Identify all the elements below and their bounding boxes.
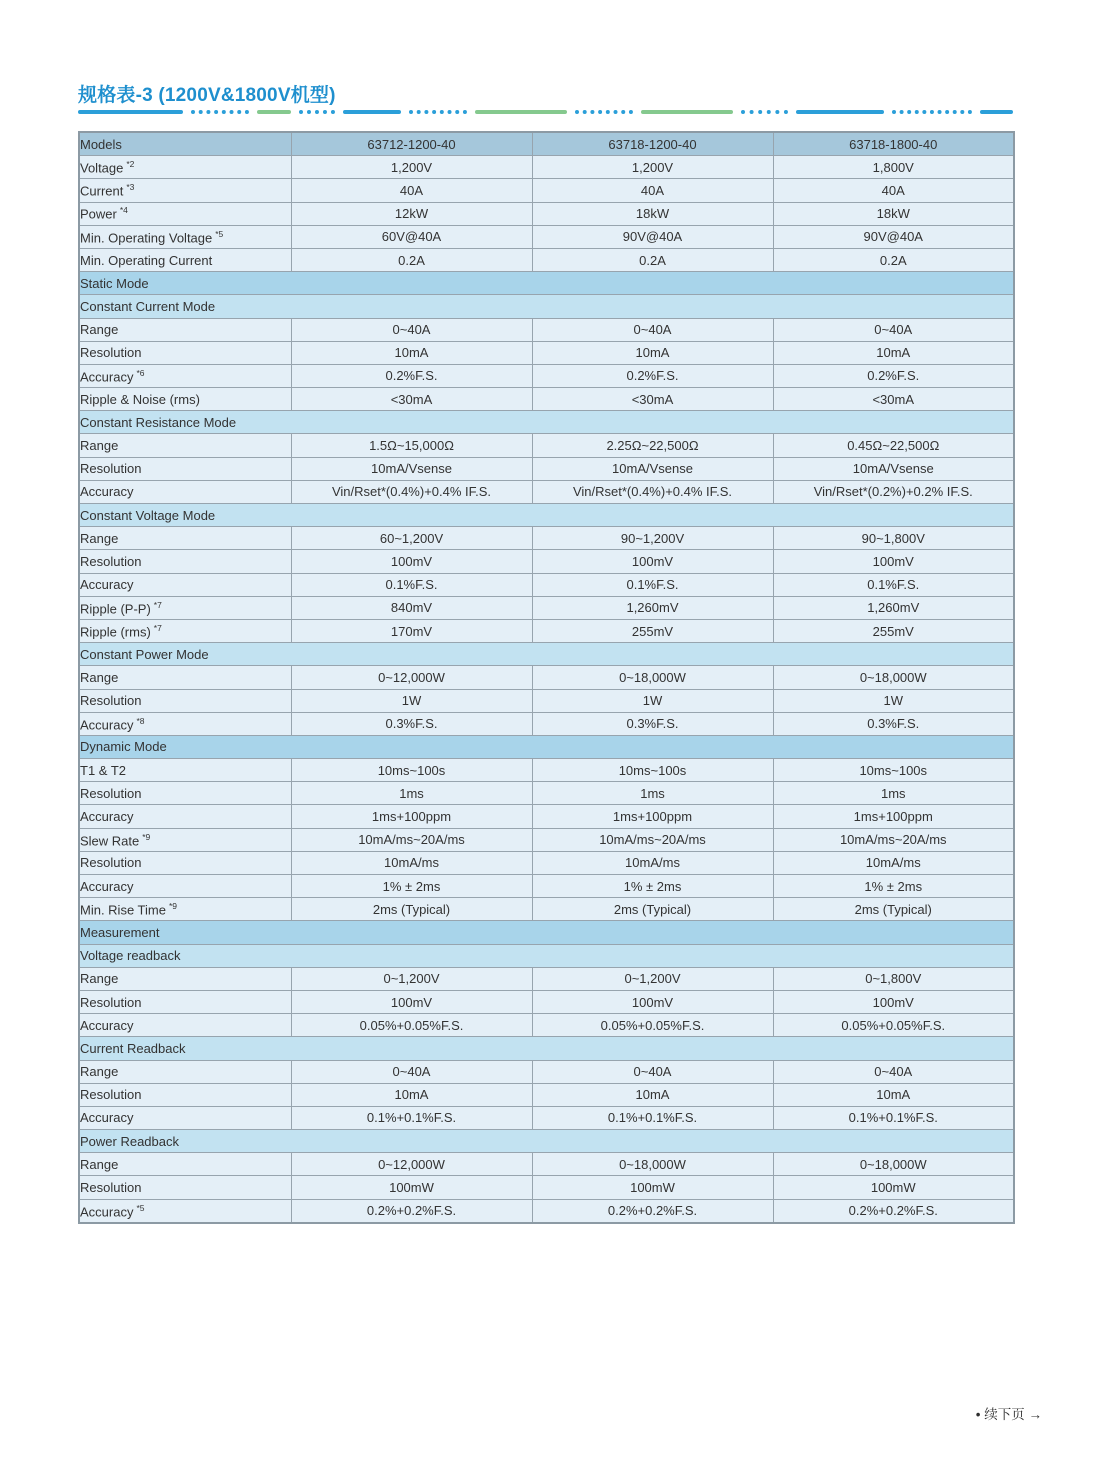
spec-value-cell: 100mW [532,1176,773,1199]
spec-value-cell: 0.1%F.S. [291,573,532,596]
spec-value-cell: 0.2%F.S. [773,364,1014,387]
spec-value-cell: 100mV [532,550,773,573]
spec-value-cell: 40A [532,179,773,202]
spec-value-cell: 90V@40A [773,225,1014,248]
spec-value-cell: 1ms [773,782,1014,805]
table-row [79,596,1014,619]
subsection-header-row [79,1037,1014,1060]
continued-next-page-note: • 续下页 → [975,1407,1042,1422]
spec-value-cell: 255mV [773,619,1014,642]
spec-value-cell: 10mA [532,341,773,364]
spec-value-cell: 10mA/ms~20A/ms [291,828,532,851]
spec-label-cell: Min. Operating Voltage $^{*5}$ [79,225,291,248]
spec-label-cell: Range [79,434,291,457]
table-row [79,712,1014,735]
spec-label-cell: Resolution [79,689,291,712]
spec-value-cell: 100mV [291,550,532,573]
footnote-ref: *7 [153,622,162,633]
table-row [79,1153,1014,1176]
spec-value-cell: 1,260mV [532,596,773,619]
spec-label-cell: Resolution [79,341,291,364]
divider-segment [191,110,249,114]
spec-value-cell: 0~40A [532,1060,773,1083]
spec-label-cell: Min. Rise Time $^{*9}$ [79,898,291,921]
spec-value-cell: 0.2%+0.2%F.S. [773,1199,1014,1223]
spec-label-cell: Range [79,527,291,550]
spec-value-cell: 0.1%+0.1%F.S. [773,1106,1014,1129]
table-row [79,1060,1014,1083]
spec-value-cell: 18kW [773,202,1014,225]
spec-value-cell: 1% ± 2ms [532,875,773,898]
spec-value-cell: 40A [773,179,1014,202]
spec-label-cell: Accuracy [79,805,291,828]
footnote-ref: *8 [136,715,145,726]
spec-label-cell: Resolution [79,851,291,874]
table-row [79,828,1014,851]
spec-value-cell: 0.05%+0.05%F.S. [532,1014,773,1037]
spec-value-cell: 10mA/ms [291,851,532,874]
table-row [79,1176,1014,1199]
divider-segment [741,110,788,114]
footnote-ref: *9 [142,831,151,842]
subsection-header-row [79,295,1014,318]
section-header-cell: Measurement [79,921,1014,944]
spec-value-cell: 0~40A [773,1060,1014,1083]
spec-value-cell: 0.2%F.S. [291,364,532,387]
spec-label-cell: Ripple (P-P) $^{*7}$ [79,596,291,619]
spec-value-cell: 0.2A [291,248,532,271]
spec-value-cell: 60~1,200V [291,527,532,550]
subsection-header-row [79,643,1014,666]
spec-label-cell: Accuracy [79,875,291,898]
spec-value-cell: 10mA [291,1083,532,1106]
spec-value-cell: 10mA/Vsense [291,457,532,480]
spec-value-cell: 0.3%F.S. [773,712,1014,735]
spec-label-cell: Power $^{*4}$ [79,202,291,225]
table-row [79,666,1014,689]
divider-segment [299,110,335,114]
page-title: 规格表-3 (1200V&1800V机型) [78,85,336,106]
spec-value-cell: 1ms+100ppm [532,805,773,828]
table-row [79,875,1014,898]
divider-segment [641,110,733,114]
spec-value-cell: 10mA/ms~20A/ms [532,828,773,851]
section-header-row [79,272,1014,295]
subsection-header-cell: Constant Current Mode [79,295,1014,318]
spec-value-cell: 1ms [532,782,773,805]
spec-value-cell: 2.25Ω~22,500Ω [532,434,773,457]
spec-value-cell: 10mA/ms [773,851,1014,874]
spec-value-cell: 1W [291,689,532,712]
spec-value-cell: 0~18,000W [532,666,773,689]
divider-segment [343,110,401,114]
spec-label-cell: Accuracy $^{*6}$ [79,364,291,387]
table-row [79,248,1014,271]
spec-label-cell: Range [79,1153,291,1176]
table-row [79,457,1014,480]
footnote-ref: *4 [119,205,128,216]
subsection-header-row [79,504,1014,527]
spec-value-cell: Vin/Rset*(0.2%)+0.2% IF.S. [773,480,1014,503]
table-row [79,156,1014,179]
model-column-2: 63718-1200-40 [532,132,773,156]
spec-label-cell: T1 & T2 [79,759,291,782]
footnote-ref: *2 [126,159,135,170]
spec-label-cell: Ripple & Noise (rms) [79,388,291,411]
spec-label-cell: Accuracy [79,1014,291,1037]
section-header-cell: Dynamic Mode [79,735,1014,758]
spec-value-cell: 1% ± 2ms [773,875,1014,898]
spec-value-cell: 1,260mV [773,596,1014,619]
divider-segment [409,110,467,114]
spec-value-cell: <30mA [773,388,1014,411]
spec-value-cell: 10mA/Vsense [532,457,773,480]
table-row [79,341,1014,364]
models-header-label: Models [79,132,291,156]
spec-value-cell: <30mA [291,388,532,411]
footnote-ref: *5 [136,1202,145,1213]
spec-value-cell: 0~18,000W [773,1153,1014,1176]
subsection-header-row [79,944,1014,967]
subsection-header-cell: Constant Power Mode [79,643,1014,666]
table-row [79,480,1014,503]
spec-value-cell: 0.1%F.S. [532,573,773,596]
spec-value-cell: 1W [532,689,773,712]
spec-value-cell: 1,200V [291,156,532,179]
spec-value-cell: 0.3%F.S. [291,712,532,735]
spec-label-cell: Resolution [79,782,291,805]
spec-value-cell: 10mA [291,341,532,364]
spec-value-cell: 1.5Ω~15,000Ω [291,434,532,457]
spec-value-cell: 1,800V [773,156,1014,179]
spec-value-cell: 1ms+100ppm [773,805,1014,828]
spec-label-cell: Resolution [79,550,291,573]
spec-value-cell: 90V@40A [532,225,773,248]
spec-value-cell: 10mA [773,1083,1014,1106]
divider-segment [78,110,183,114]
spec-value-cell: 0~1,200V [291,967,532,990]
divider-segment [257,110,291,114]
footnote-ref: *3 [126,182,135,193]
spec-value-cell: 0.05%+0.05%F.S. [773,1014,1014,1037]
spec-value-cell: 1ms [291,782,532,805]
spec-label-cell: Ripple (rms) $^{*7}$ [79,619,291,642]
spec-value-cell: <30mA [532,388,773,411]
spec-value-cell: 1% ± 2ms [291,875,532,898]
table-row [79,851,1014,874]
section-header-cell: Static Mode [79,272,1014,295]
spec-value-cell: 170mV [291,619,532,642]
spec-label-cell: Resolution [79,457,291,480]
spec-value-cell: 0~12,000W [291,1153,532,1176]
subsection-header-cell: Constant Resistance Mode [79,411,1014,434]
spec-value-cell: 0.3%F.S. [532,712,773,735]
section-header-row [79,921,1014,944]
spec-label-cell: Range [79,318,291,341]
spec-value-cell: 0.2A [532,248,773,271]
table-row [79,805,1014,828]
spec-label-cell: Min. Operating Current [79,248,291,271]
table-row [79,388,1014,411]
table-row [79,898,1014,921]
table-row [79,550,1014,573]
spec-table [78,131,1015,1224]
spec-value-cell: 60V@40A [291,225,532,248]
spec-value-cell: 100mV [291,990,532,1013]
spec-label-cell: Resolution [79,990,291,1013]
spec-value-cell: 0.1%F.S. [773,573,1014,596]
spec-value-cell: 1W [773,689,1014,712]
table-row [79,225,1014,248]
subsection-header-row [79,1130,1014,1153]
table-row [79,689,1014,712]
spec-value-cell: 10mA [773,341,1014,364]
spec-value-cell: 100mV [773,550,1014,573]
table-row [79,967,1014,990]
spec-value-cell: 0~18,000W [773,666,1014,689]
table-row [79,782,1014,805]
spec-value-cell: 10ms~100s [773,759,1014,782]
spec-value-cell: 10mA/ms~20A/ms [773,828,1014,851]
spec-value-cell: 255mV [532,619,773,642]
spec-value-cell: 0.2%+0.2%F.S. [532,1199,773,1223]
spec-label-cell: Slew Rate $^{*9}$ [79,828,291,851]
spec-label-cell: Accuracy [79,1106,291,1129]
spec-value-cell: 0.45Ω~22,500Ω [773,434,1014,457]
table-row [79,990,1014,1013]
spec-value-cell: 12kW [291,202,532,225]
spec-label-cell: Accuracy [79,573,291,596]
spec-value-cell: 90~1,200V [532,527,773,550]
spec-value-cell: 100mW [291,1176,532,1199]
spec-label-cell: Resolution [79,1083,291,1106]
subsection-header-cell: Constant Voltage Mode [79,504,1014,527]
spec-value-cell: 2ms (Typical) [773,898,1014,921]
spec-label-cell: Range [79,967,291,990]
table-row [79,1083,1014,1106]
spec-value-cell: 10mA/ms [532,851,773,874]
spec-value-cell: 1ms+100ppm [291,805,532,828]
table-row [79,527,1014,550]
spec-value-cell: 100mW [773,1176,1014,1199]
spec-value-cell: 0.2A [773,248,1014,271]
spec-value-cell: 0~40A [532,318,773,341]
spec-value-cell: 90~1,800V [773,527,1014,550]
spec-label-cell: Range [79,666,291,689]
title-divider [78,109,1013,114]
spec-value-cell: 10ms~100s [532,759,773,782]
spec-value-cell: 0.2%F.S. [532,364,773,387]
divider-segment [980,110,1013,114]
spec-value-cell: 0~40A [773,318,1014,341]
spec-value-cell: 0~40A [291,318,532,341]
model-column-3: 63718-1800-40 [773,132,1014,156]
spec-label-cell: Current $^{*3}$ [79,179,291,202]
spec-value-cell: 0~1,800V [773,967,1014,990]
table-row [79,1106,1014,1129]
spec-value-cell: 2ms (Typical) [532,898,773,921]
spec-value-cell: 0.05%+0.05%F.S. [291,1014,532,1037]
spec-value-cell: 0~1,200V [532,967,773,990]
table-row [79,318,1014,341]
table-row [79,1014,1014,1037]
table-row [79,364,1014,387]
spec-value-cell: 1,200V [532,156,773,179]
table-row [79,434,1014,457]
footnote-ref: *9 [168,901,178,912]
model-column-1: 63712-1200-40 [291,132,532,156]
table-row [79,202,1014,225]
table-row [79,619,1014,642]
spec-value-cell: 0.1%+0.1%F.S. [291,1106,532,1129]
subsection-header-cell: Voltage readback [79,944,1014,967]
spec-value-cell: Vin/Rset*(0.4%)+0.4% IF.S. [291,480,532,503]
models-header-row [79,132,1014,156]
spec-value-cell: 0~12,000W [291,666,532,689]
spec-value-cell: 0.1%+0.1%F.S. [532,1106,773,1129]
spec-label-cell: Accuracy $^{*5}$ [79,1199,291,1223]
table-row [79,759,1014,782]
subsection-header-cell: Power Readback [79,1130,1014,1153]
spec-table-body [79,156,1014,1223]
subsection-header-cell: Current Readback [79,1037,1014,1060]
table-row [79,573,1014,596]
divider-segment [892,110,972,114]
spec-value-cell: 10ms~100s [291,759,532,782]
spec-value-cell: 0~40A [291,1060,532,1083]
spec-label-cell: Accuracy $^{*8}$ [79,712,291,735]
section-header-row [79,735,1014,758]
footnote-ref: *6 [136,367,145,378]
spec-value-cell: 0~18,000W [532,1153,773,1176]
divider-segment [475,110,567,114]
spec-value-cell: 100mV [773,990,1014,1013]
spec-value-cell: 0.2%+0.2%F.S. [291,1199,532,1223]
spec-value-cell: 2ms (Typical) [291,898,532,921]
spec-label-cell: Voltage $^{*2}$ [79,156,291,179]
spec-label-cell: Accuracy [79,480,291,503]
spec-value-cell: 840mV [291,596,532,619]
footnote-ref: *5 [215,228,224,239]
spec-value-cell: 100mV [532,990,773,1013]
divider-segment [575,110,633,114]
divider-segment [796,110,884,114]
subsection-header-row [79,411,1014,434]
spec-value-cell: Vin/Rset*(0.4%)+0.4% IF.S. [532,480,773,503]
footnote-ref: *7 [153,599,162,610]
spec-value-cell: 10mA [532,1083,773,1106]
spec-value-cell: 18kW [532,202,773,225]
spec-value-cell: 10mA/Vsense [773,457,1014,480]
spec-label-cell: Range [79,1060,291,1083]
table-row [79,1199,1014,1223]
spec-label-cell: Resolution [79,1176,291,1199]
table-row [79,179,1014,202]
spec-value-cell: 40A [291,179,532,202]
